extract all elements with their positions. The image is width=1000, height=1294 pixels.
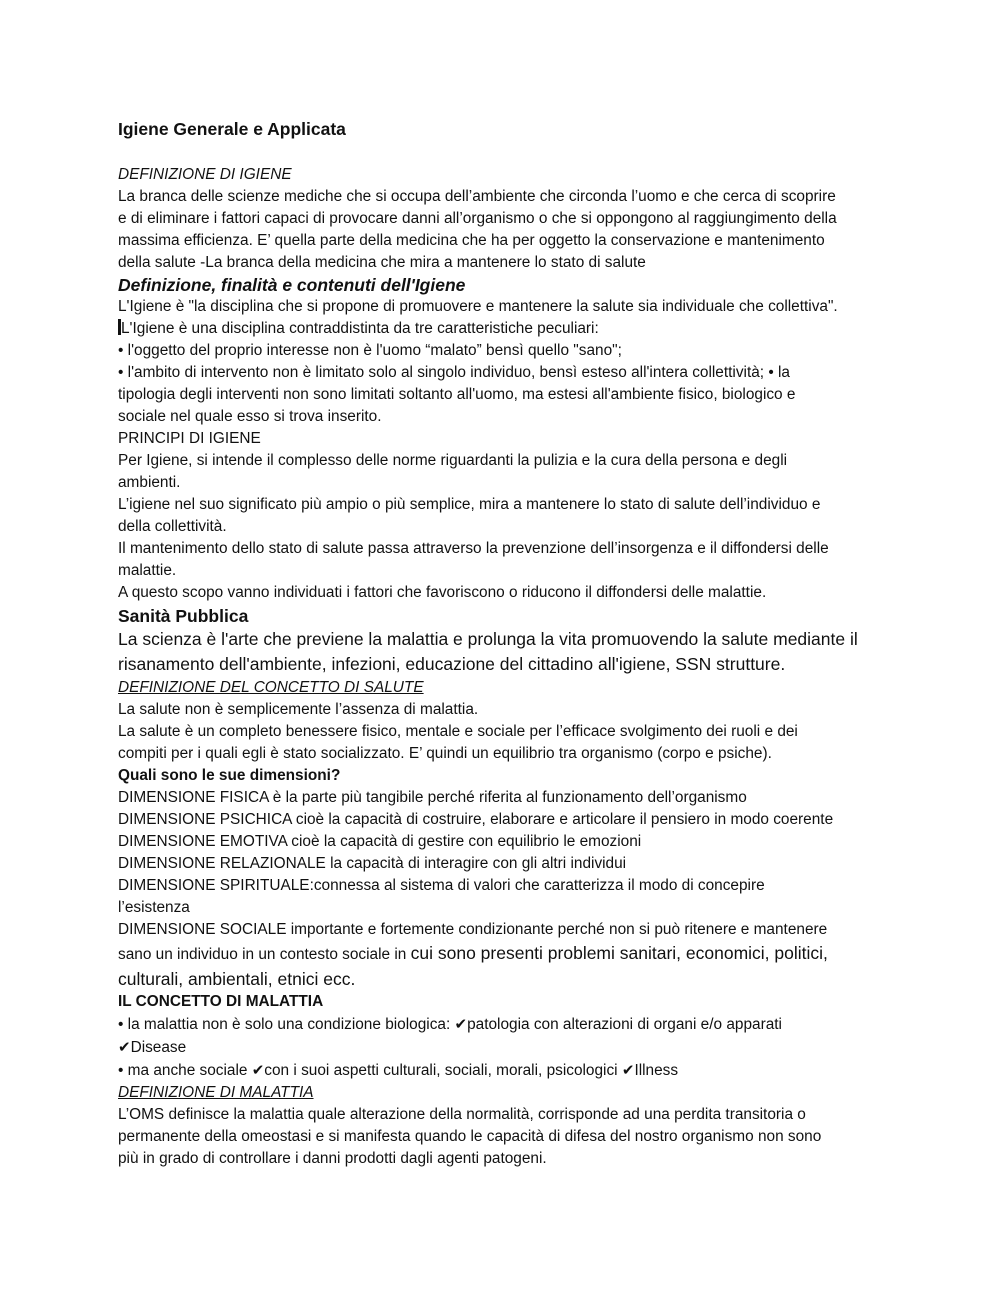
document-content <box>118 116 888 1170</box>
checkmark-icon: ✔ <box>118 1038 131 1056</box>
definizione-heading: Definizione, finalità e contenuti dell'Igiene <box>118 275 466 295</box>
salute-line: compiti per i quali egli è stato socializzato. E’ quindi un equilibrio tra organismo (corpo e psiche). <box>118 745 772 762</box>
checkmark-icon: ✔ <box>454 1015 468 1033</box>
def-igiene-line: e di eliminare i fattori capaci di provocare danni all’organismo o che si oppongono al raggiungimento della <box>118 210 837 227</box>
definizione-line: tipologia degli interventi non sono limitati soltanto all'uomo, ma estesi all'ambiente fisico, biologico e <box>118 386 796 403</box>
dimensione-line: DIMENSIONE EMOTIVA cioè la capacità di gestire con equilibrio le emozioni <box>118 833 642 850</box>
checkmark-icon: ✔ <box>621 1061 635 1079</box>
dimensione-line: DIMENSIONE SOCIALE importante e fortemente condizionante perché non si può ritenere e mantenere <box>118 921 828 938</box>
principi-line: ambienti. <box>118 474 181 491</box>
salute-line: La salute è un completo benessere fisico, mentale e sociale per l’efficace svolgimento dei ruoli e dei <box>118 723 798 740</box>
def-malattia-line: L’OMS definisce la malattia quale alterazione della normalità, corrisponde ad una perdita transitoria o <box>118 1106 806 1123</box>
bullet-text: Illness <box>634 1062 679 1079</box>
social-text-b: cui sono presenti problemi sanitari, economici, politici, <box>410 943 828 963</box>
definizione-bullet: • l'oggetto del proprio interesse non è l'uomo “malato” bensì quello "sano"; <box>118 342 622 359</box>
def-igiene-line: della salute -La branca della medicina che mira a mantenere lo stato di salute <box>118 254 646 271</box>
bullet-text: patologia con alterazioni di organi e/o apparati <box>467 1016 782 1033</box>
def-igiene-line: La branca delle scienze mediche che si occupa dell’ambiente che circonda l’uomo e che cerca di scoprire <box>118 188 836 205</box>
malattia-bullet-1 <box>118 1013 888 1036</box>
definizione-line: L'Igiene è "la disciplina che si propone di promuovere e mantenere la salute sia individuale che collettiva". <box>118 298 838 315</box>
social-text-c: culturali, ambientali, etnici ecc. <box>118 969 356 989</box>
bullet-text: • ma anche sociale <box>118 1062 252 1079</box>
malattia-bullet-2 <box>118 1059 888 1082</box>
salute-heading: DEFINIZIONE DEL CONCETTO DI SALUTE <box>118 679 424 696</box>
dimensione-social-line <box>118 941 888 967</box>
sanita-line: risanamento dell'ambiente, infezioni, educazione del cittadino all'igiene, SSN strutture. <box>118 654 786 674</box>
document-title: Igiene Generale e Applicata <box>118 119 346 139</box>
bullet-text: Disease <box>130 1039 187 1056</box>
checkmark-icon: ✔ <box>251 1061 265 1079</box>
definizione-line-caret <box>118 318 888 340</box>
principi-line: malattie. <box>118 562 177 579</box>
principi-line: A questo scopo vanno individuati i fattori che favoriscono o riducono il diffondersi delle malattie. <box>118 584 767 601</box>
def-malattia-line: permanente della omeostasi e si manifesta quando le capacità di difesa del nostro organismo non sono <box>118 1128 822 1145</box>
dimensione-line: DIMENSIONE SPIRITUALE:connessa al sistema di valori che caratterizza il modo di concepire <box>118 877 765 894</box>
definizione-line: sociale nel quale esso si trova inserito. <box>118 408 382 425</box>
principi-line: della collettività. <box>118 518 227 535</box>
def-malattia-line: più in grado di controllare i danni prodotti dagli agenti patogeni. <box>118 1150 547 1167</box>
malattia-heading: IL CONCETTO DI MALATTIA <box>118 993 324 1010</box>
principi-line: L’igiene nel suo significato più ampio o più semplice, mira a mantenere lo stato di salute dell’individuo e <box>118 496 821 513</box>
social-text-a: sano un individuo in un contesto sociale in <box>118 946 411 963</box>
dimensioni-heading: Quali sono le sue dimensioni? <box>118 767 341 784</box>
dimensione-line: DIMENSIONE RELAZIONALE la capacità di interagire con gli altri individui <box>118 855 627 872</box>
sanita-line: La scienza è l'arte che previene la malattia e prolunga la vita promuovendo la salute mediante il <box>118 629 858 649</box>
dimensione-line: DIMENSIONE FISICA è la parte più tangibile perché riferita al funzionamento dell’organismo <box>118 789 747 806</box>
sanita-heading: Sanità Pubblica <box>118 606 249 626</box>
dimensione-line: l’esistenza <box>118 899 190 916</box>
dimensione-line: DIMENSIONE PSICHICA cioè la capacità di costruire, elaborare e articolare il pensiero in modo coerente <box>118 811 834 828</box>
principi-line: Per Igiene, si intende il complesso delle norme riguardanti la pulizia e la cura della persona e degli <box>118 452 788 469</box>
def-igiene-line: massima efficienza. E’ quella parte della medicina che ha per oggetto la conservazione e mantenimento <box>118 232 825 249</box>
def-malattia-heading: DEFINIZIONE DI MALATTIA <box>118 1084 314 1101</box>
salute-line: La salute non è semplicemente l’assenza di malattia. <box>118 701 479 718</box>
malattia-bullet-1-line2 <box>118 1036 888 1059</box>
principi-heading: PRINCIPI DI IGIENE <box>118 430 261 447</box>
bullet-text: con i suoi aspetti culturali, sociali, morali, psicologici <box>264 1062 622 1079</box>
bullet-text: • la malattia non è solo una condizione biologica: <box>118 1016 455 1033</box>
definizione-bullet: • l'ambito di intervento non è limitato solo al singolo individuo, bensì esteso all'intera collettività; • la <box>118 364 790 381</box>
definizione-line-text: L'Igiene è una disciplina contraddistinta da tre caratteristiche peculiari: <box>121 320 599 337</box>
principi-line: Il mantenimento dello stato di salute passa attraverso la prevenzione dell’insorgenza e il diffondersi delle <box>118 540 829 557</box>
def-igiene-heading: DEFINIZIONE DI IGIENE <box>118 166 292 183</box>
